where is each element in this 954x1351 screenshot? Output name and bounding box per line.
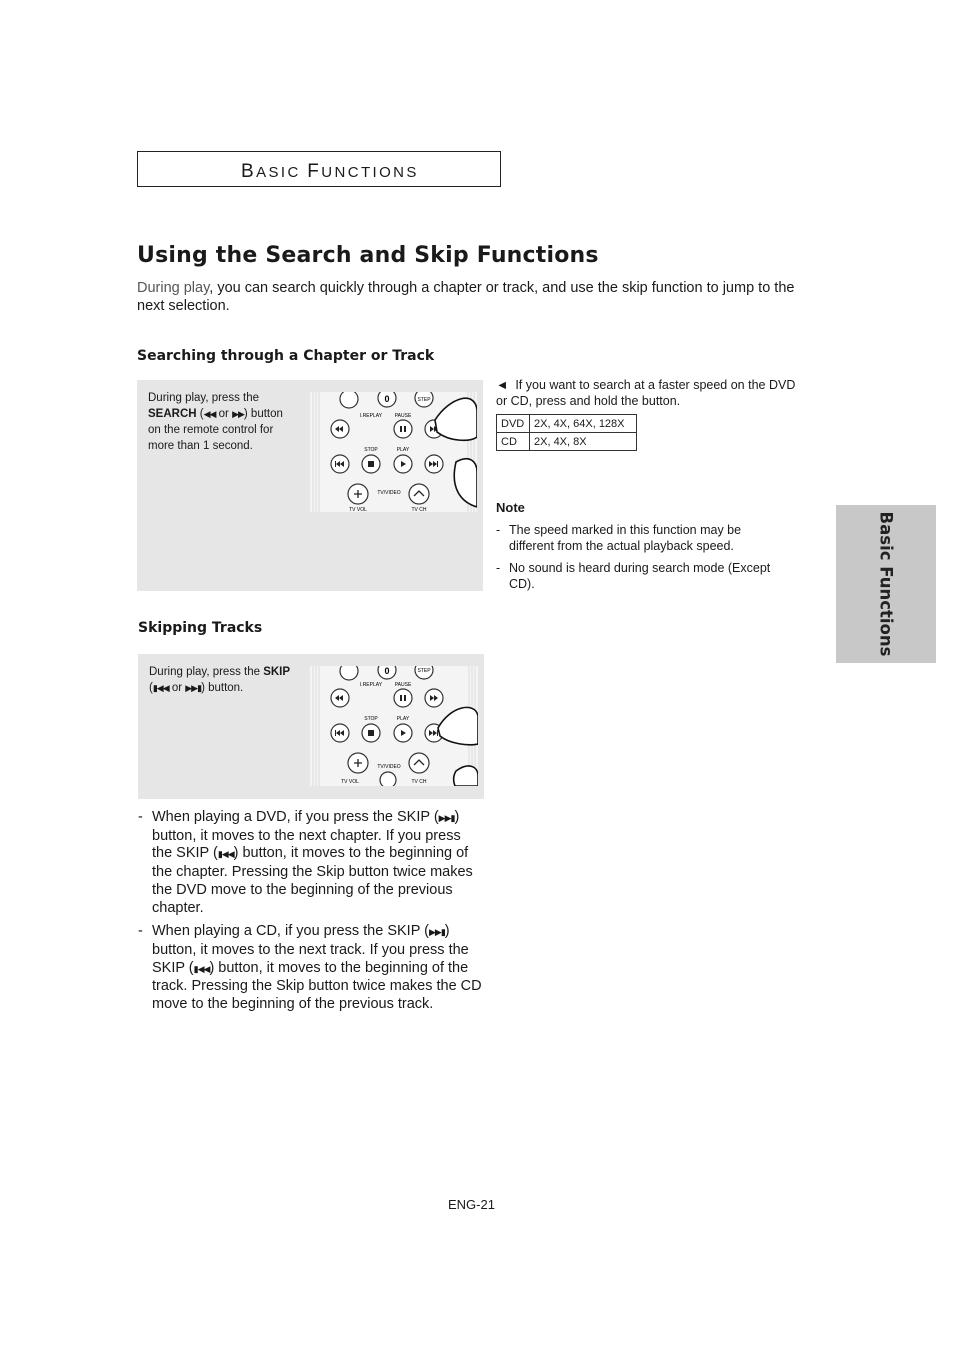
skip-back-icon: ▮◀◀ <box>217 849 234 860</box>
svg-text:TV VOL: TV VOL <box>341 779 359 785</box>
svg-text:I.REPLAY: I.REPLAY <box>359 413 383 419</box>
svg-text:STOP: STOP <box>364 447 378 453</box>
skip-description-list <box>138 809 483 1020</box>
skip-back-icon: ▮◀◀ <box>152 683 169 693</box>
svg-text:I.REPLAY: I.REPLAY <box>359 682 383 688</box>
svg-text:STEP: STEP <box>417 397 431 403</box>
remote-illustration-search <box>310 392 477 512</box>
section-header-box <box>137 151 501 187</box>
svg-text:PAUSE: PAUSE <box>394 413 412 419</box>
page-title: Using the Search and Skip Functions <box>137 243 599 268</box>
svg-text:TV CH: TV CH <box>411 779 427 785</box>
intro-paragraph: During play, you can search quickly through a chapter or track, and use the skip function to jump to the next selection. <box>137 280 795 314</box>
skip-forward-icon: ▶▶▮ <box>438 813 455 823</box>
svg-text:STOP: STOP <box>364 716 378 722</box>
tip-arrow-icon: ◄ <box>496 378 509 392</box>
skip-forward-icon: ▶▶▮ <box>428 927 445 938</box>
search-instruction: During play, press the SEARCH (◀◀ or ▶▶) button on the remote control for more than 1 second. <box>148 392 283 452</box>
svg-text:PLAY: PLAY <box>396 716 410 722</box>
skip-instruction: During play, press the SKIP (▮◀◀ or ▶▶▮) button. <box>149 666 291 694</box>
list-item: - No sound is heard during search mode (Except CD). <box>496 561 771 591</box>
svg-text:TV/VIDEO: TV/VIDEO <box>377 490 401 496</box>
list-item: - When playing a CD, if you press the SKIP (▶▶▮) button, it moves to the next track. If you press the SKIP (▮◀◀) button, it moves to the beginning of the track. Pressing the Skip button twice makes the CD move to the beginning of the previous track. <box>138 923 482 1013</box>
note-list <box>496 522 786 598</box>
remote-illustration-skip <box>310 666 478 786</box>
remote-search-graphic <box>310 392 477 512</box>
skip-heading: Skipping Tracks <box>138 620 263 636</box>
skip-panel <box>138 654 484 799</box>
note-title: Note <box>496 500 525 515</box>
skip-forward-icon: ▶▶▮ <box>185 683 202 693</box>
speed-table <box>496 414 637 451</box>
faster-search-tip: ◄ If you want to search at a faster speed on the DVD or CD, press and hold the button. <box>496 378 796 408</box>
table-row: DVD 2X, 4X, 64X, 128X <box>497 415 637 433</box>
side-tab-label: Basic Functions <box>876 511 896 657</box>
table-row: CD 2X, 4X, 8X <box>497 433 637 451</box>
page-number: ENG-21 <box>448 1197 495 1212</box>
list-item: - When playing a DVD, if you press the SKIP (▶▶▮) button, it moves to the next chapter. If you press the SKIP (▮◀◀) button, it moves to the beginning of the chapter. Pressing the Skip button twice makes the DVD move to the beginning of the previous chapter. <box>138 809 473 916</box>
search-heading: Searching through a Chapter or Track <box>137 348 435 364</box>
search-panel <box>137 380 483 591</box>
svg-text:STEP: STEP <box>417 668 431 674</box>
svg-text:TV CH: TV CH <box>411 507 427 512</box>
svg-text:TV/VIDEO: TV/VIDEO <box>377 764 401 770</box>
svg-text:TV VOL: TV VOL <box>349 507 367 512</box>
svg-text:0: 0 <box>384 394 390 404</box>
fast-forward-icon: ▶▶ <box>232 409 244 419</box>
svg-text:PAUSE: PAUSE <box>394 682 412 688</box>
svg-text:0: 0 <box>384 666 390 676</box>
side-tab <box>836 505 936 663</box>
list-item: - The speed marked in this function may be different from the actual playback speed. <box>496 523 742 553</box>
rewind-icon: ◀◀ <box>203 409 216 419</box>
remote-skip-graphic <box>310 666 478 786</box>
skip-back-icon: ▮◀◀ <box>193 963 210 974</box>
section-header: BASIC FUNCTIONS <box>241 161 419 182</box>
svg-text:PLAY: PLAY <box>396 447 410 453</box>
